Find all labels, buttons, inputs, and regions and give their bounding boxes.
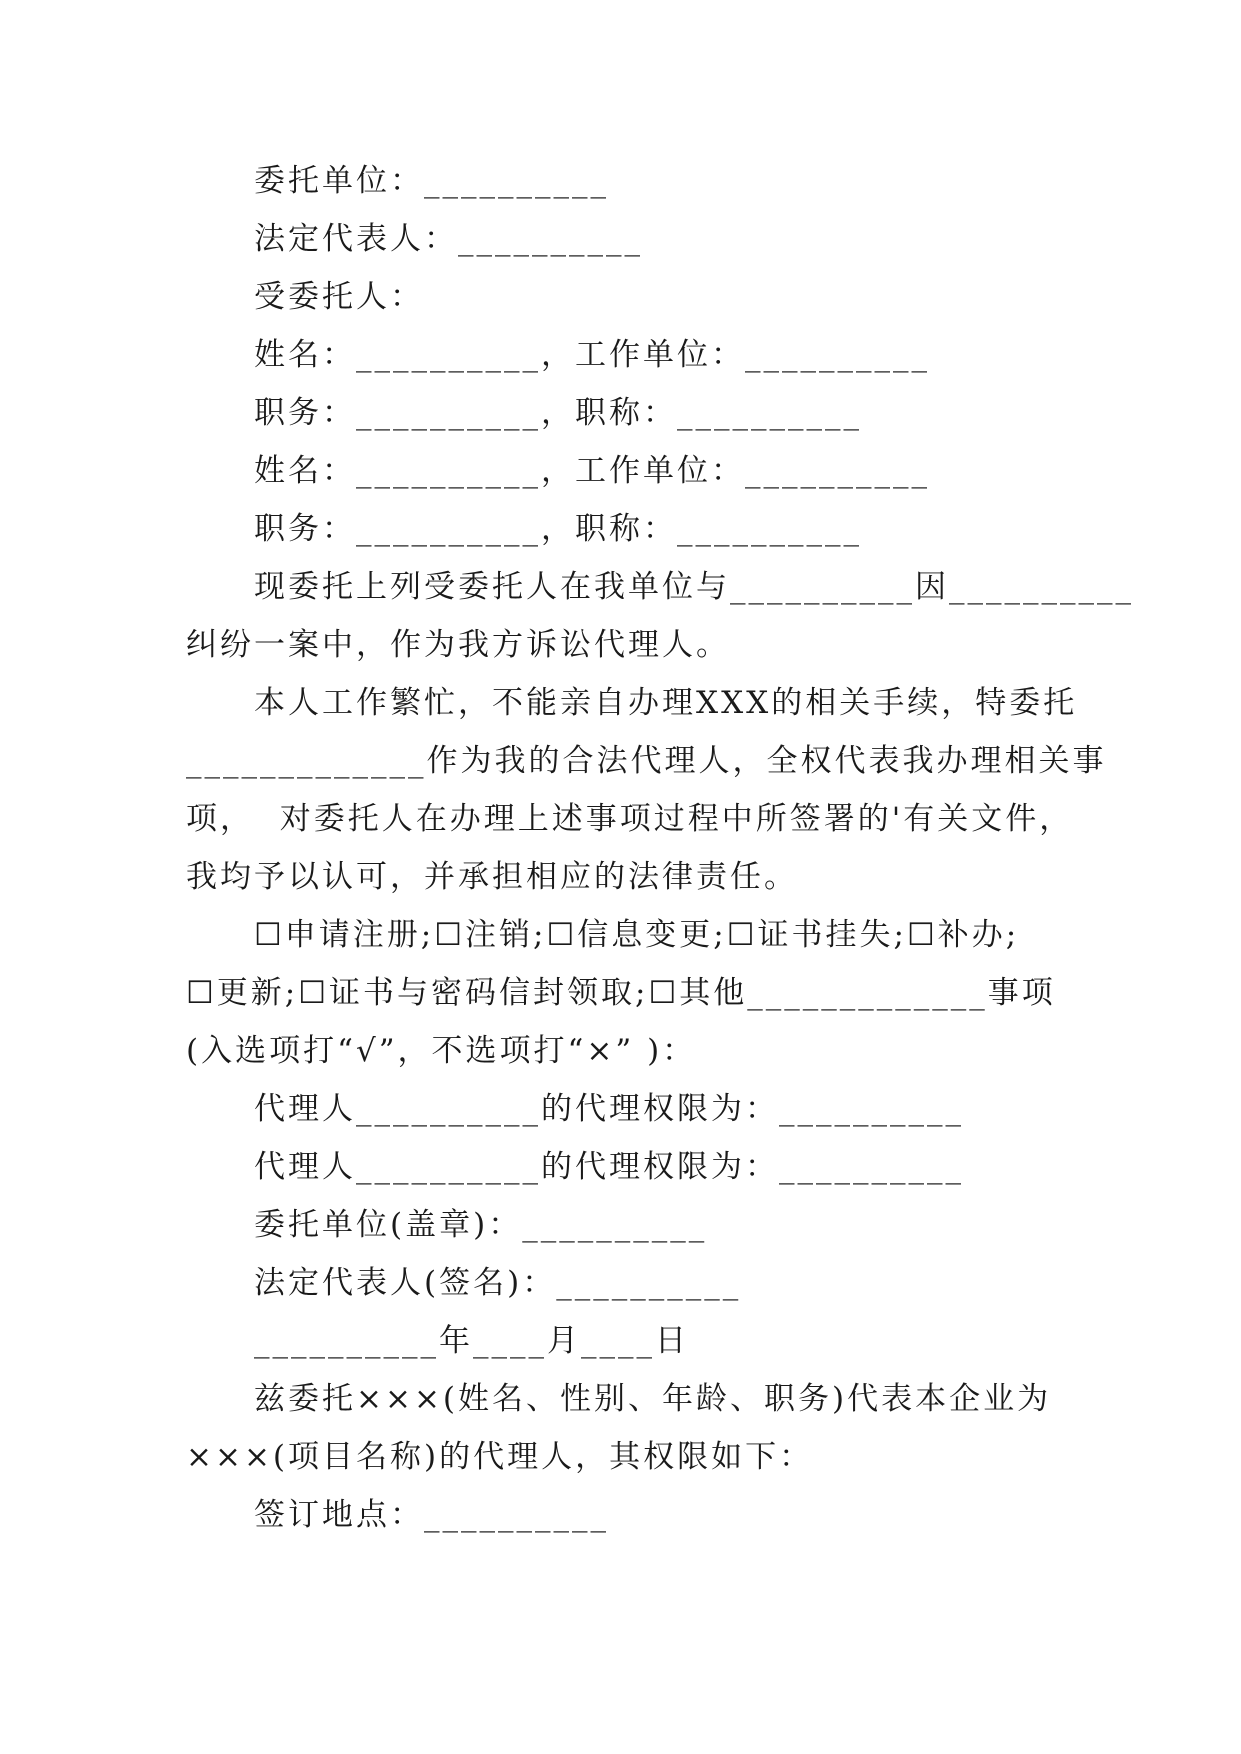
signing-location-line: 签订地点：__________ [254, 1497, 609, 1533]
document-body [186, 152, 1134, 1544]
checkbox-options-line-2: ☐更新;☐证书与密码信封领取;☐其他_____________事项 [186, 975, 1056, 1011]
agent-authority-line-1: 代理人__________的代理权限为：__________ [254, 1091, 964, 1127]
personal-entrust-line-4: 我均予以认可，并承担相应的法律责任。 [186, 859, 798, 895]
trustee-2-name-line: 姓名：__________，工作单位：__________ [254, 453, 930, 489]
trustee-heading: 受委托人： [254, 279, 424, 315]
client-unit-seal-line: 委托单位(盖章)：__________ [254, 1207, 708, 1243]
checkbox-instructions: (入选项打“√”，不选项打“×” )： [186, 1033, 697, 1069]
trustee-2-position-line: 职务：__________，职称：__________ [254, 511, 862, 547]
personal-entrust-line-1: 本人工作繁忙，不能亲自办理XXX的相关手续，特委托 [254, 685, 1078, 721]
entrust-paragraph-line-2: 纠纷一案中，作为我方诉讼代理人。 [186, 627, 730, 663]
checkbox-options-line-1: ☐申请注册;☐注销;☐信息变更;☐证书挂失;☐补办; [254, 917, 1020, 953]
trustee-1-position-line: 职务：__________，职称：__________ [254, 395, 862, 431]
date-line: __________年____月____日 [254, 1323, 689, 1359]
enterprise-entrust-line-2: ×××(项目名称)的代理人，其权限如下： [186, 1439, 814, 1475]
legal-representative-signature-line: 法定代表人(签名)：__________ [254, 1265, 742, 1301]
agent-authority-line-2: 代理人__________的代理权限为：__________ [254, 1149, 964, 1185]
legal-representative-field: 法定代表人：__________ [254, 221, 643, 257]
enterprise-entrust-line-1: 兹委托×××(姓名、性别、年龄、职务)代表本企业为 [254, 1381, 1052, 1417]
trustee-1-name-line: 姓名：__________，工作单位：__________ [254, 337, 930, 373]
entrust-paragraph-line-1: 现委托上列受委托人在我单位与__________因__________ [254, 569, 1134, 605]
personal-entrust-line-3: 项， 对委托人在办理上述事项过程中所签署的'有关文件， [186, 801, 1074, 837]
personal-entrust-line-2: _____________作为我的合法代理人，全权代表我办理相关事 [186, 743, 1107, 779]
client-unit-field: 委托单位：__________ [254, 163, 609, 199]
